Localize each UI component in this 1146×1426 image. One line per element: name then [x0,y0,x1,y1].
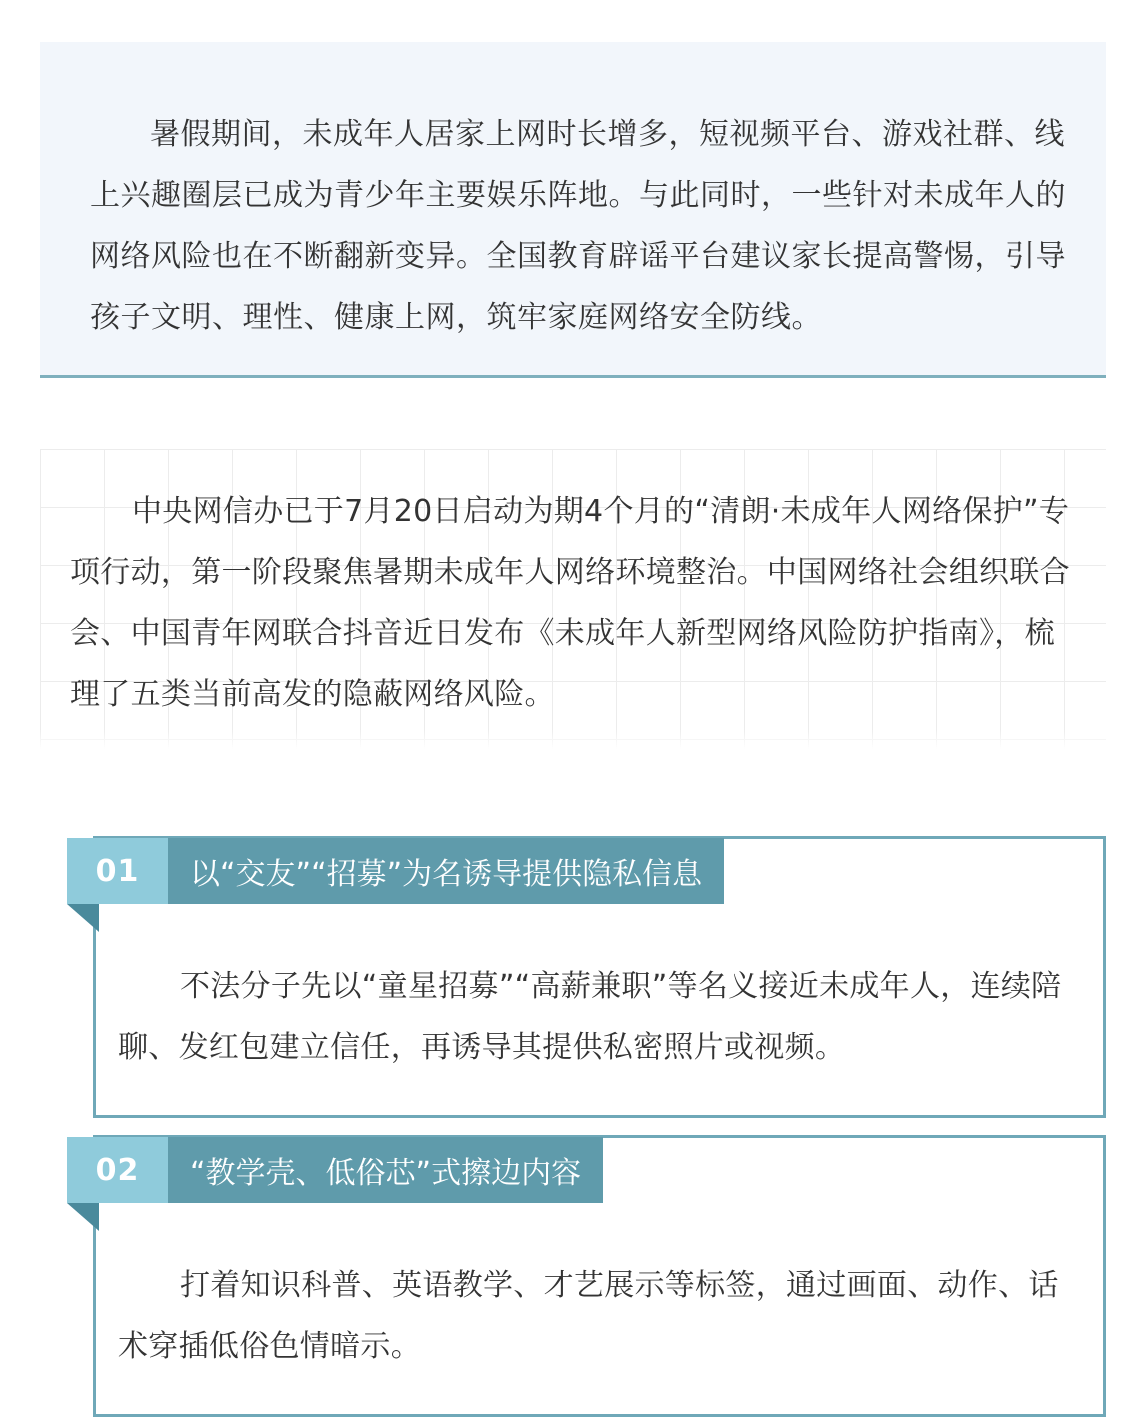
background-panel [40,449,1106,749]
risk-number-badge: 01 [67,838,168,904]
intro-panel [40,42,1106,378]
risk-number-badge: 02 [67,1137,168,1203]
risk-description: 不法分子先以“童星招募”“高薪兼职”等名义接近未成年人，连续陪聊、发红包建立信任，再诱导其提供私密照片或视频。 [118,969,1062,1065]
risk-header-01 [67,838,724,904]
risk-header-02 [67,1137,603,1203]
background-paragraph: 中央网信办已于7月20日启动为期4个月的“清朗·未成年人网络保护”专项行动，第一阶段聚焦暑期未成年人网络环境整治。中国网络社会组织联合会、中国青年网联合抖音近日发布《未成年人新型网络风险防护指南》，梳理了五类当前高发的隐蔽网络风险。 [70,494,1070,712]
risk-title: “教学壳、低俗芯”式擦边内容 [168,1137,603,1203]
risk-title: 以“交友”“招募”为名诱导提供隐私信息 [168,838,724,904]
risk-description: 打着知识科普、英语教学、才艺展示等标签，通过画面、动作、话术穿插低俗色情暗示。 [118,1268,1059,1364]
ribbon-fold-decoration [67,1203,99,1231]
ribbon-fold-decoration [67,904,99,932]
grid-fade-divider [40,729,1106,749]
intro-paragraph: 暑假期间，未成年人居家上网时长增多，短视频平台、游戏社群、线上兴趣圈层已成为青少年主要娱乐阵地。与此同时，一些针对未成年人的网络风险也在不断翻新变异。全国教育辟谣平台建议家长提高警惕，引导孩子文明、理性、健康上网，筑牢家庭网络安全防线。 [90,117,1066,335]
